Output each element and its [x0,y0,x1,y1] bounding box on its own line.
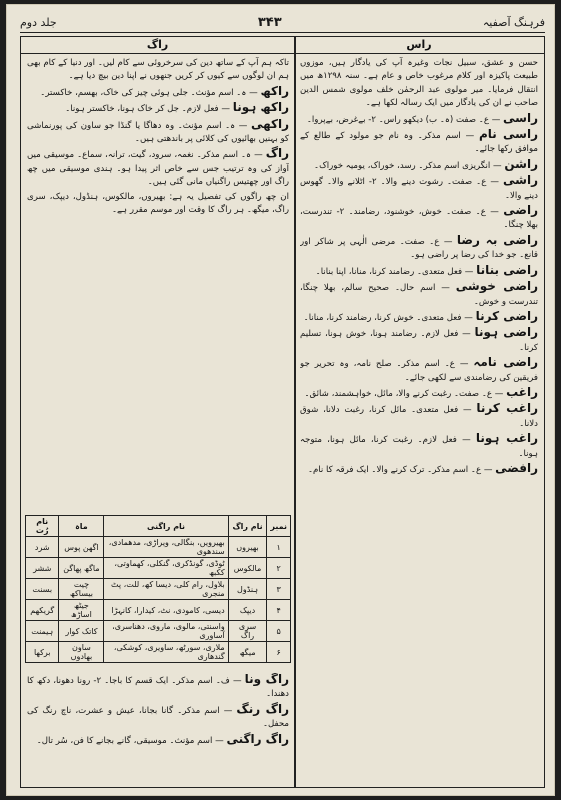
entry-definition: ع۔ صفت۔ مرضی الٰہی پر شاکر اور قانع۔ جو خدا کی رضا پر راضی ہو۔ [300,236,538,261]
table-row [26,600,291,621]
table-header-cell: نمبر [267,516,291,537]
dictionary-entry: راسی — ع۔ صفت (ہ۔ ب) دیکھو راس۔ ۲- بےغرض، بےپروا۔ [306,110,538,125]
entry-definition: اسم مؤنث۔ موسیقی، گانے بجانے کا فن، سُر تال۔ [36,735,213,746]
table-cell-num: ۵ [267,621,291,642]
table-cell-num: ۳ [267,579,291,600]
entry-headword: راغب کرنا [476,401,538,416]
table-cell-raagni: ٹوڈی، گونڈکری، گنکلی، کھماوتی، ککبھ [104,558,228,579]
page-header [20,12,545,33]
entry-definition: تاکہ ہم آپ کے ساتھ دین کی سرخروئی سے کام لیں۔ اور دنیا کے کام بھی ہم ان لوگوں سے کیوں کر کریں جنھوں نے اپنا دین بیچ دیا ہے۔ [27,58,289,82]
dictionary-entry: راغب کرنا — فعل متعدی۔ مائل کرنا، رغبت دلانا، شوق دلانا۔ [300,401,538,429]
dictionary-entry: راکھی — ہ۔ اسم مؤنث۔ وہ دھاگا یا گنڈا جو ساون کی پورنماشی کو بہنیں بھائیوں کی کلائی پر باندھتی ہیں۔ [27,116,289,145]
left-bottom-text [27,673,289,783]
entry-headword: راغب ہونا [475,431,538,446]
entry-definition: ان چھ راگوں کی تفصیل یہ ہے: بھیروں، مالکوس، ہنڈول، دیپک، سری راگ، میگھ۔ ہر راگ کا وقت اور موسم مقرر ہے۔ [27,191,289,216]
table-cell-num: ۲ [267,558,291,579]
table-cell-month: کاتک کوار [59,621,104,642]
table-cell-season: شرد [26,537,59,558]
table-cell-month: ماگھ پھاگن [59,558,104,579]
entry-definition: فعل متعدی۔ مائل کرنا، رغبت دلانا، شوق دلانا۔ [300,405,538,429]
table-row [26,579,291,600]
table-cell-raagni: دیسی، کامودی، نٹ، کیدارا، کانہڑا [104,600,228,621]
entry-definition: اسم مذکر۔ وہ نام جو مولود کے طالع کے موافق رکھا جائے۔ [300,131,538,155]
entry-definition: ہ۔ اسم مؤنث۔ وہ دھاگا یا گنڈا جو ساون کی پورنماشی کو بہنیں بھائیوں کی کلائی پر باندھتی ہیں۔ [27,120,289,145]
entry-headword: راکھ [260,83,289,98]
table-cell-raag: سری راگ [228,621,267,642]
entry-headword: راضی [503,203,538,218]
entry-definition: ع۔ صفت۔ خوش، خوشنود، رضامند۔ ۲- تندرست، بھلا چنگا۔ [300,207,538,231]
table-cell-raag: بھیروں [228,537,267,558]
dictionary-entry: راضی بہ رضا — ع۔ صفت۔ مرضی الٰہی پر شاکر اور قانع۔ جو خدا کی رضا پر راضی ہو۔ [300,232,538,261]
entry-definition: فعل لازم۔ رضامند ہونا، خوش ہونا، تسلیم کرنا۔ [300,329,538,353]
table-body [26,537,291,663]
entry-definition: ف۔ اسم مذکر۔ ایک قسم کا باجا۔ ۲- رونا دھونا، دکھ کا دھندا۔ [27,676,289,700]
table-cell-season: ہیمنت [26,621,59,642]
dictionary-entry: راکھ — ہ۔ اسم مؤنث۔ جلی ہوئی چیز کی خاک، بھسم، خاکستر۔ [40,83,289,98]
entry-definition: ہ۔ اسم مذکر۔ نغمہ، سرود، گیت، ترانہ، سماع۔ موسیقی میں آواز کی وہ ترتیب جس سے خاص اثر پیدا ہو۔ ہندی موسیقی میں چھ راگ اور چھتیس راگنیاں مانی گئی ہیں۔ [27,150,289,188]
dictionary-entry: رافضی — ع۔ اسم مذکر۔ ترک کرنے والا۔ ایک فرقہ کا نام۔ [307,460,538,475]
entry-definition: اسم حال۔ صحیح سالم، بھلا چنگا، تندرست و خوش۔ [300,283,538,307]
entry-headword: راسی نام [478,127,538,142]
right-column-title: راس [294,37,544,54]
table-row [26,558,291,579]
entry-headword: راغب [506,384,538,399]
table-row [26,642,291,663]
volume-label: جلد دوم [20,15,57,29]
entry-definition: فعل متعدی۔ رضامند کرنا، منانا، اپنا بنانا۔ [315,266,463,277]
table-header-cell: نام راگنی [104,516,228,537]
entry-definition: اسم مذکر۔ گانا بجانا، عیش و عشرت، ناچ رنگ کی محفل۔ [27,705,289,730]
table-cell-raagni: واسنتی، مالوی، ماروی، دھناسری، آساوری [104,621,228,642]
table-cell-season: گریکھم [26,600,59,621]
dictionary-entry: راغب ہونا — فعل لازم۔ رغبت کرنا، مائل ہونا، متوجہ ہونا۔ [300,431,538,459]
entry-definition: ع۔ صفت۔ رشوت دینے والا۔ ۲- اٹلانے والا۔ گھوس دینے والا۔ [300,177,538,201]
entry-definition: ع۔ اسم مذکر۔ ترک کرنے والا۔ ایک فرقہ کا نام۔ [307,464,482,475]
content-frame [20,36,545,788]
dictionary-entry: راسی نام — اسم مذکر۔ وہ نام جو مولود کے طالع کے موافق رکھا جائے۔ [300,127,538,155]
table-cell-raagni: بھیرویں، بنگالی، ویراڑی، مدھمادی، سندھوی [104,537,228,558]
dictionary-entry: راشن — انگریزی اسم مذکر۔ رسد، خوراک، یومیہ خوراک۔ [314,156,538,171]
table-cell-raag: میگھ [228,642,267,663]
table-cell-num: ۴ [267,600,291,621]
column-divider [294,37,296,787]
entry-headword: راضی ہونا [474,325,538,340]
dictionary-entry: راضی بنانا — فعل متعدی۔ رضامند کرنا، منانا، اپنا بنانا۔ [315,262,538,277]
table-cell-raag: دیپک [228,600,267,621]
entry-definition: ع۔ صفت (ہ۔ ب) دیکھو راس۔ ۲- بےغرض، بےپروا۔ [306,114,489,125]
entry-headword: راسی [503,110,538,125]
table-cell-month: چیت بیساکھ [59,579,104,600]
entry-definition: انگریزی اسم مذکر۔ رسد، خوراک، یومیہ خوراک۔ [314,160,491,171]
entry-headword: راضی بنانا [476,262,538,277]
table-cell-raag: مالکوس [228,558,267,579]
entry-headword: راضی نامہ [473,355,538,370]
entry-headword: راشن [504,156,538,171]
entry-headword: راگ رنگ [236,701,289,716]
entry-headword: راشی [503,173,538,188]
right-column-text [300,57,538,783]
table-row [26,621,291,642]
table-header-cell: نام راگ [228,516,267,537]
dictionary-entry: راگ ونا — ف۔ اسم مذکر۔ ایک قسم کا باجا۔ ۲- رونا دھونا، دکھ کا دھندا۔ [27,673,289,700]
dictionary-entry: راگ — ہ۔ اسم مذکر۔ نغمہ، سرود، گیت، ترانہ، سماع۔ موسیقی میں آواز کی وہ ترتیب جس سے خاص اثر پیدا ہو۔ ہندی موسیقی میں چھ راگ اور چھتیس راگنیاں مانی گئی ہیں۔ [27,146,289,188]
table-cell-raagni: ملاری، سورٹھ، ساویری، کوشکی، گندھاری [104,642,228,663]
entry-definition: فعل متعدی۔ خوش کرنا، رضامند کرنا، منانا۔ [303,312,462,323]
entry-headword: راضی خوشی [455,279,538,294]
entry-headword: راکھ ہونا [232,100,289,115]
entry-headword: راگ [265,146,289,161]
entry-definition: فعل لازم۔ جل کر خاک ہونا، خاکستر ہونا۔ [65,104,219,115]
dictionary-entry: راگ راگنی — اسم مؤنث۔ موسیقی، گانے بجانے کا فن، سُر تال۔ [36,731,289,746]
page-number: ۳۴۳ [257,14,282,30]
left-column-title: راگ [21,37,294,54]
table-cell-season: بسنت [26,579,59,600]
table-cell-month: جیٹھ اساڑھ [59,600,104,621]
raag-table [25,515,291,663]
book-page [6,4,555,796]
dictionary-entry: راضی ہونا — فعل لازم۔ رضامند ہونا، خوش ہونا، تسلیم کرنا۔ [300,325,538,353]
entry-definition: حسن و عشق، سبیل نجات وغیرہ آپ کی یادگار ہیں، موزوں طبیعت پاکیزہ اور کلام مرغوب خاص و عام ہے۔ سنہ ۱۲۹۸ھ میں انتقال فرمایا۔ میر مولوی عبد الرحمٰن خلف مولوی شمس الدین صاحب نے ان کی یادگار میں ایک رسالہ لکھا ہے۔ [300,58,538,109]
entry-definition: ع۔ صفت۔ رغبت کرنے والا، مائل، خواہشمند، شائق۔ [304,388,493,399]
dictionary-entry: راضی نامہ — ع۔ اسم مذکر۔ صلح نامہ، وہ تحریر جو فریقین کی رضامندی سے لکھی جائے۔ [300,355,538,383]
dictionary-entry [27,191,289,218]
dictionary-entry: راضی کرنا — فعل متعدی۔ خوش کرنا، رضامند کرنا، منانا۔ [303,308,538,323]
entry-headword: راکھی [250,116,289,131]
dictionary-entry [300,57,538,111]
table-cell-num: ۶ [267,642,291,663]
entry-headword: راگ راگنی [226,731,289,746]
entry-headword: رافضی [495,460,538,475]
table-header-cell: ماہ [59,516,104,537]
entry-headword: راضی بہ رضا [456,232,538,247]
dictionary-entry: راگ رنگ — اسم مذکر۔ گانا بجانا، عیش و عشرت، ناچ رنگ کی محفل۔ [27,701,289,730]
table-cell-month: اگھن پوس [59,537,104,558]
table-cell-num: ۱ [267,537,291,558]
table-cell-season: ششر [26,558,59,579]
entry-definition: ہ۔ اسم مؤنث۔ جلی ہوئی چیز کی خاک، بھسم، خاکستر۔ [40,87,247,98]
dictionary-entry: راکھ ہونا — فعل لازم۔ جل کر خاک ہونا، خاکستر ہونا۔ [65,100,289,115]
entry-headword: راضی کرنا [475,308,538,323]
table-cell-month: ساون بھادوں [59,642,104,663]
dictionary-title: فرہنگ آصفیہ [482,15,545,29]
table-cell-raagni: بلاول، رام کلی، دیسا کھ، للت، پٹ منجری [104,579,228,600]
dictionary-entry [27,57,289,84]
dictionary-entry: راشی — ع۔ صفت۔ رشوت دینے والا۔ ۲- اٹلانے والا۔ گھوس دینے والا۔ [300,173,538,201]
table-cell-raag: ہنڈول [228,579,267,600]
dictionary-entry: راغب — ع۔ صفت۔ رغبت کرنے والا، مائل، خواہشمند، شائق۔ [304,384,538,399]
entry-headword: راگ ونا [244,673,289,686]
table-header-row [26,516,291,537]
table-header-cell: نام رُت [26,516,59,537]
dictionary-entry: راضی — ع۔ صفت۔ خوش، خوشنود، رضامند۔ ۲- تندرست، بھلا چنگا۔ [300,203,538,231]
left-column-text [27,57,289,509]
table-row [26,537,291,558]
entry-definition: فعل لازم۔ رغبت کرنا، مائل ہونا، متوجہ ہونا۔ [300,435,538,459]
table-cell-season: برکھا [26,642,59,663]
dictionary-entry: راضی خوشی — اسم حال۔ صحیح سالم، بھلا چنگا، تندرست و خوش۔ [300,279,538,307]
entry-definition: ع۔ اسم مذکر۔ صلح نامہ، وہ تحریر جو فریقین کی رضامندی سے لکھی جائے۔ [300,359,538,383]
